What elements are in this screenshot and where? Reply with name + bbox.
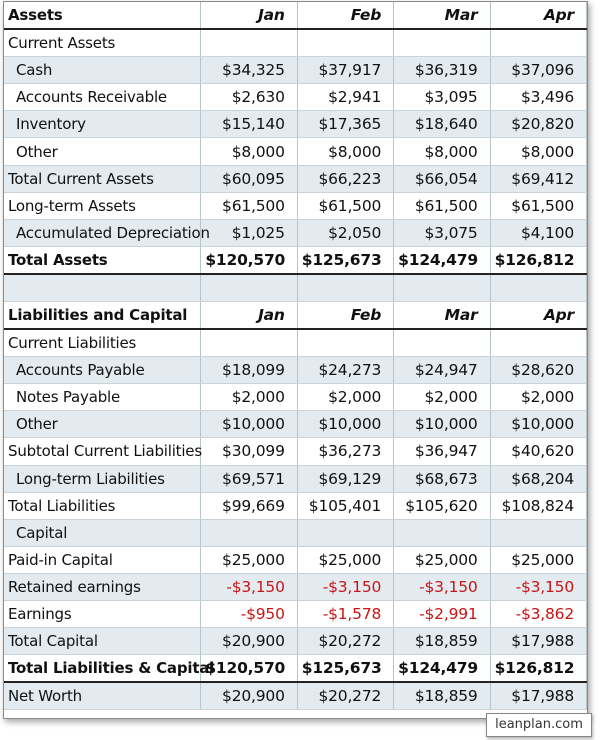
table-row	[4, 600, 587, 627]
row-label: Inventory	[4, 111, 201, 138]
value-cell: $99,669	[201, 492, 297, 519]
assets-header-row	[4, 2, 587, 29]
value-cell: $24,273	[297, 357, 393, 384]
table-row	[4, 357, 587, 384]
table-row	[4, 246, 587, 274]
value-cell: $37,917	[297, 57, 393, 84]
table-row	[4, 29, 587, 57]
value-cell: $25,000	[394, 546, 490, 573]
value-cell: $105,401	[297, 492, 393, 519]
table-row	[4, 628, 587, 655]
value-cell: -$950	[201, 600, 297, 627]
value-cell: $2,000	[394, 384, 490, 411]
row-label: Accounts Receivable	[4, 84, 201, 111]
value-cell: $10,000	[201, 411, 297, 438]
value-cell	[297, 29, 393, 57]
value-cell: $61,500	[297, 192, 393, 219]
row-label: Subtotal Current Liabilities	[4, 438, 201, 465]
value-cell: $36,319	[394, 57, 490, 84]
value-cell: $18,859	[394, 682, 490, 710]
value-cell: $68,204	[490, 465, 586, 492]
value-cell: $60,095	[201, 165, 297, 192]
value-cell: -$3,150	[201, 573, 297, 600]
table-row	[4, 57, 587, 84]
value-cell: $68,673	[394, 465, 490, 492]
table-row	[4, 519, 587, 546]
value-cell: $28,620	[490, 357, 586, 384]
value-cell: $20,820	[490, 111, 586, 138]
section-spacer	[4, 274, 587, 302]
value-cell: $25,000	[490, 546, 586, 573]
row-label: Retained earnings	[4, 573, 201, 600]
month-header-apr: Apr	[490, 2, 586, 29]
spacer-row	[4, 274, 587, 302]
month-header-mar: Mar	[394, 301, 490, 329]
value-cell	[490, 329, 586, 357]
table-row	[4, 84, 587, 111]
table-row	[4, 219, 587, 246]
leanplan-watermark: leanplan.com	[486, 713, 592, 737]
row-label: Current Assets	[4, 29, 201, 57]
row-label: Earnings	[4, 600, 201, 627]
value-cell: $2,000	[490, 384, 586, 411]
table-row	[4, 465, 587, 492]
value-cell: $2,000	[297, 384, 393, 411]
value-cell	[201, 329, 297, 357]
value-cell: -$3,150	[297, 573, 393, 600]
assets-header-label: Assets	[4, 2, 201, 29]
row-label: Accounts Payable	[4, 357, 201, 384]
table-row	[4, 655, 587, 683]
value-cell: $2,941	[297, 84, 393, 111]
table-row	[4, 111, 587, 138]
value-cell: $69,412	[490, 165, 586, 192]
value-cell: $37,096	[490, 57, 586, 84]
table-row	[4, 329, 587, 357]
value-cell: $69,571	[201, 465, 297, 492]
value-cell: $18,640	[394, 111, 490, 138]
liabilities-header-label: Liabilities and Capital	[4, 301, 201, 329]
row-label: Paid-in Capital	[4, 546, 201, 573]
row-label: Total Liabilities & Capital	[4, 655, 201, 683]
value-cell: $2,050	[297, 219, 393, 246]
value-cell	[394, 519, 490, 546]
row-label: Long-term Liabilities	[4, 465, 201, 492]
table-row	[4, 573, 587, 600]
value-cell: $61,500	[394, 192, 490, 219]
value-cell: -$2,991	[394, 600, 490, 627]
value-cell: $36,947	[394, 438, 490, 465]
value-cell: $34,325	[201, 57, 297, 84]
table-row	[4, 384, 587, 411]
row-label: Net Worth	[4, 682, 201, 710]
value-cell: $124,479	[394, 246, 490, 274]
value-cell: -$3,150	[490, 573, 586, 600]
liabilities-section	[4, 301, 587, 709]
table-row	[4, 546, 587, 573]
value-cell: $105,620	[394, 492, 490, 519]
value-cell: $120,570	[201, 246, 297, 274]
value-cell: $61,500	[201, 192, 297, 219]
value-cell: -$3,150	[394, 573, 490, 600]
value-cell: $17,988	[490, 628, 586, 655]
value-cell: $8,000	[490, 138, 586, 165]
value-cell: $126,812	[490, 655, 586, 683]
value-cell: $25,000	[297, 546, 393, 573]
row-label: Total Liabilities	[4, 492, 201, 519]
value-cell: $125,673	[297, 246, 393, 274]
value-cell: $20,900	[201, 628, 297, 655]
month-header-feb: Feb	[297, 301, 393, 329]
table-row	[4, 438, 587, 465]
value-cell: $1,025	[201, 219, 297, 246]
row-label: Other	[4, 411, 201, 438]
row-label: Total Assets	[4, 246, 201, 274]
value-cell: $10,000	[297, 411, 393, 438]
balance-sheet	[3, 1, 588, 719]
row-label: Cash	[4, 57, 201, 84]
table-row	[4, 411, 587, 438]
value-cell: $15,140	[201, 111, 297, 138]
value-cell	[297, 329, 393, 357]
value-cell	[201, 519, 297, 546]
value-cell: $24,947	[394, 357, 490, 384]
value-cell	[394, 329, 490, 357]
table-row	[4, 492, 587, 519]
value-cell: $108,824	[490, 492, 586, 519]
balance-sheet-table	[4, 2, 587, 710]
table-row	[4, 682, 587, 710]
value-cell: $3,095	[394, 84, 490, 111]
value-cell: $8,000	[297, 138, 393, 165]
value-cell: $3,496	[490, 84, 586, 111]
table-row	[4, 192, 587, 219]
value-cell: $66,223	[297, 165, 393, 192]
value-cell	[490, 29, 586, 57]
value-cell: $124,479	[394, 655, 490, 683]
value-cell: $17,988	[490, 682, 586, 710]
value-cell	[490, 519, 586, 546]
value-cell: $10,000	[490, 411, 586, 438]
value-cell: $36,273	[297, 438, 393, 465]
value-cell: $18,859	[394, 628, 490, 655]
liabilities-header-row	[4, 301, 587, 329]
value-cell: $25,000	[201, 546, 297, 573]
value-cell: $8,000	[394, 138, 490, 165]
value-cell: $30,099	[201, 438, 297, 465]
value-cell	[394, 29, 490, 57]
value-cell: $125,673	[297, 655, 393, 683]
value-cell: $120,570	[201, 655, 297, 683]
month-header-jan: Jan	[201, 2, 297, 29]
month-header-feb: Feb	[297, 2, 393, 29]
table-row	[4, 138, 587, 165]
row-label: Capital	[4, 519, 201, 546]
value-cell: $20,272	[297, 682, 393, 710]
month-header-jan: Jan	[201, 301, 297, 329]
value-cell: $8,000	[201, 138, 297, 165]
value-cell: $2,000	[201, 384, 297, 411]
month-header-apr: Apr	[490, 301, 586, 329]
table-row	[4, 165, 587, 192]
value-cell: $40,620	[490, 438, 586, 465]
value-cell	[297, 519, 393, 546]
row-label: Notes Payable	[4, 384, 201, 411]
row-label: Long-term Assets	[4, 192, 201, 219]
value-cell	[201, 29, 297, 57]
value-cell: $69,129	[297, 465, 393, 492]
value-cell: -$3,862	[490, 600, 586, 627]
value-cell: $2,630	[201, 84, 297, 111]
month-header-mar: Mar	[394, 2, 490, 29]
row-label: Total Capital	[4, 628, 201, 655]
value-cell: $3,075	[394, 219, 490, 246]
value-cell: $66,054	[394, 165, 490, 192]
value-cell: $17,365	[297, 111, 393, 138]
value-cell: $10,000	[394, 411, 490, 438]
row-label: Total Current Assets	[4, 165, 201, 192]
value-cell: $20,900	[201, 682, 297, 710]
row-label: Accumulated Depreciation	[4, 219, 201, 246]
value-cell: $20,272	[297, 628, 393, 655]
value-cell: $4,100	[490, 219, 586, 246]
row-label: Other	[4, 138, 201, 165]
value-cell: -$1,578	[297, 600, 393, 627]
assets-section	[4, 2, 587, 274]
value-cell: $61,500	[490, 192, 586, 219]
value-cell: $126,812	[490, 246, 586, 274]
row-label: Current Liabilities	[4, 329, 201, 357]
value-cell: $18,099	[201, 357, 297, 384]
